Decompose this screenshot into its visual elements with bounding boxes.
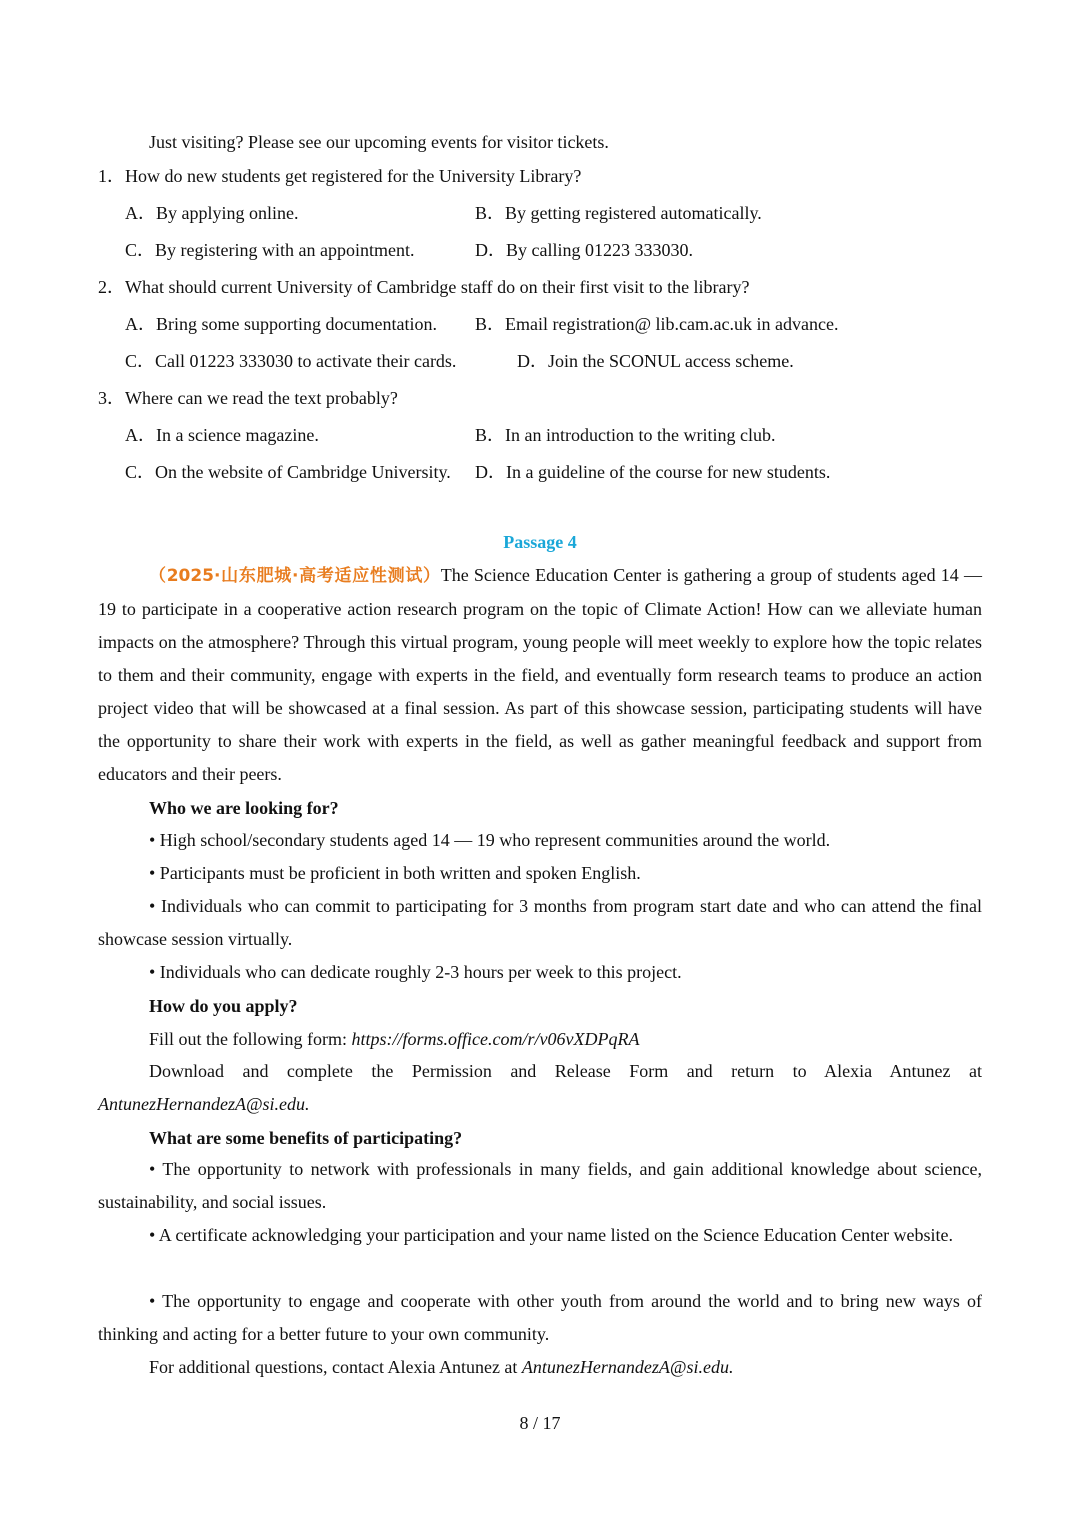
option-1d: D．By calling 01223 333030. [475, 240, 693, 260]
who-heading: Who we are looking for? [149, 798, 339, 818]
option-2c: C．Call 01223 333030 to activate their cards. [125, 351, 457, 371]
question-text: Where can we read the text probably? [125, 388, 398, 408]
intro-line: Just visiting? Please see our upcoming events for visitor tickets. [149, 132, 609, 152]
option-3b: B．In an introduction to the writing club. [475, 425, 776, 445]
passage-intro [98, 559, 982, 791]
question-2 [98, 276, 750, 298]
form-link[interactable]: https://forms.office.com/r/v06vXDPqRA [351, 1029, 640, 1049]
who-item-4: • Individuals who can dedicate roughly 2-3 hours per week to this project. [149, 962, 682, 982]
benefit-item-2: • A certificate acknowledging your participation and your name listed on the Science Education Center website. [149, 1225, 954, 1245]
option-1a: A．By applying online. [125, 203, 299, 223]
intro-text: The Science Education Center is gathering a group of students aged 14 — 19 to participate in a cooperative action research program on the topic of Climate Action! How can we alleviate human impacts on the atmosphere? Through this virtual program, young people will meet weekly to explore how the topic relates to them and their community, engage with experts in the field, and eventually form research teams to produce an action project video that will be showcased at a final session. As part of this showcase session, participating students will have the opportunity to share their work with experts in the field, as well as gather meaningful feedback and support from educators and their peers. [98, 565, 982, 784]
page-number: 8 / 17 [519, 1413, 561, 1433]
question-number: 2． [98, 277, 125, 297]
benefit-item-1: • The opportunity to network with professionals in many fields, and gain additional knowledge about science, sustainability, and social issues. [98, 1159, 982, 1212]
who-item-3: • Individuals who can commit to participating for 3 months from program start date and who can attend the final showcase session virtually. [98, 896, 982, 949]
benefits-heading: What are some benefits of participating? [149, 1128, 463, 1148]
option-2d: D．Join the SCONUL access scheme. [517, 351, 794, 371]
option-3d: D．In a guideline of the course for new students. [475, 462, 831, 482]
option-3c: C．On the website of Cambridge University. [125, 462, 451, 482]
question-1 [98, 165, 581, 187]
source-tag: （2025·山东肥城·高考适应性测试） [149, 566, 441, 586]
contact-email-link[interactable]: AntunezHernandezA@si.edu. [521, 1357, 734, 1377]
question-number: 1． [98, 166, 125, 186]
option-1b: B．By getting registered automatically. [475, 203, 762, 223]
question-text: How do new students get registered for the University Library? [125, 166, 582, 186]
option-3a: A．In a science magazine. [125, 425, 319, 445]
contact-line: For additional questions, contact Alexia Antunez at AntunezHernandezA@si.edu. [149, 1357, 734, 1377]
apply-form-line: Fill out the following form: https://forms.office.com/r/v06vXDPqRA [149, 1029, 640, 1049]
option-2b: B．Email registration@ lib.cam.ac.uk in advance. [475, 314, 839, 334]
passage-title: Passage 4 [503, 532, 577, 552]
benefit-item-3: • The opportunity to engage and cooperate with other youth from around the world and to bring new ways of thinking and acting for a better future to your own community. [98, 1291, 982, 1344]
who-item-2: • Participants must be proficient in both written and spoken English. [149, 863, 641, 883]
who-item-1: • High school/secondary students aged 14 — 19 who represent communities around the world. [149, 830, 831, 850]
question-number: 3． [98, 388, 125, 408]
question-text: What should current University of Cambridge staff do on their first visit to the library? [125, 277, 750, 297]
option-2a: A．Bring some supporting documentation. [125, 314, 437, 334]
email-link[interactable]: AntunezHernandezA@si.edu. [98, 1094, 310, 1114]
question-3 [98, 387, 398, 409]
apply-download: Download and complete the Permission and Release Form and return to Alexia Antunez at AntunezHernandezA@si.edu. [98, 1061, 982, 1114]
option-1c: C．By registering with an appointment. [125, 240, 415, 260]
apply-heading: How do you apply? [149, 996, 298, 1016]
